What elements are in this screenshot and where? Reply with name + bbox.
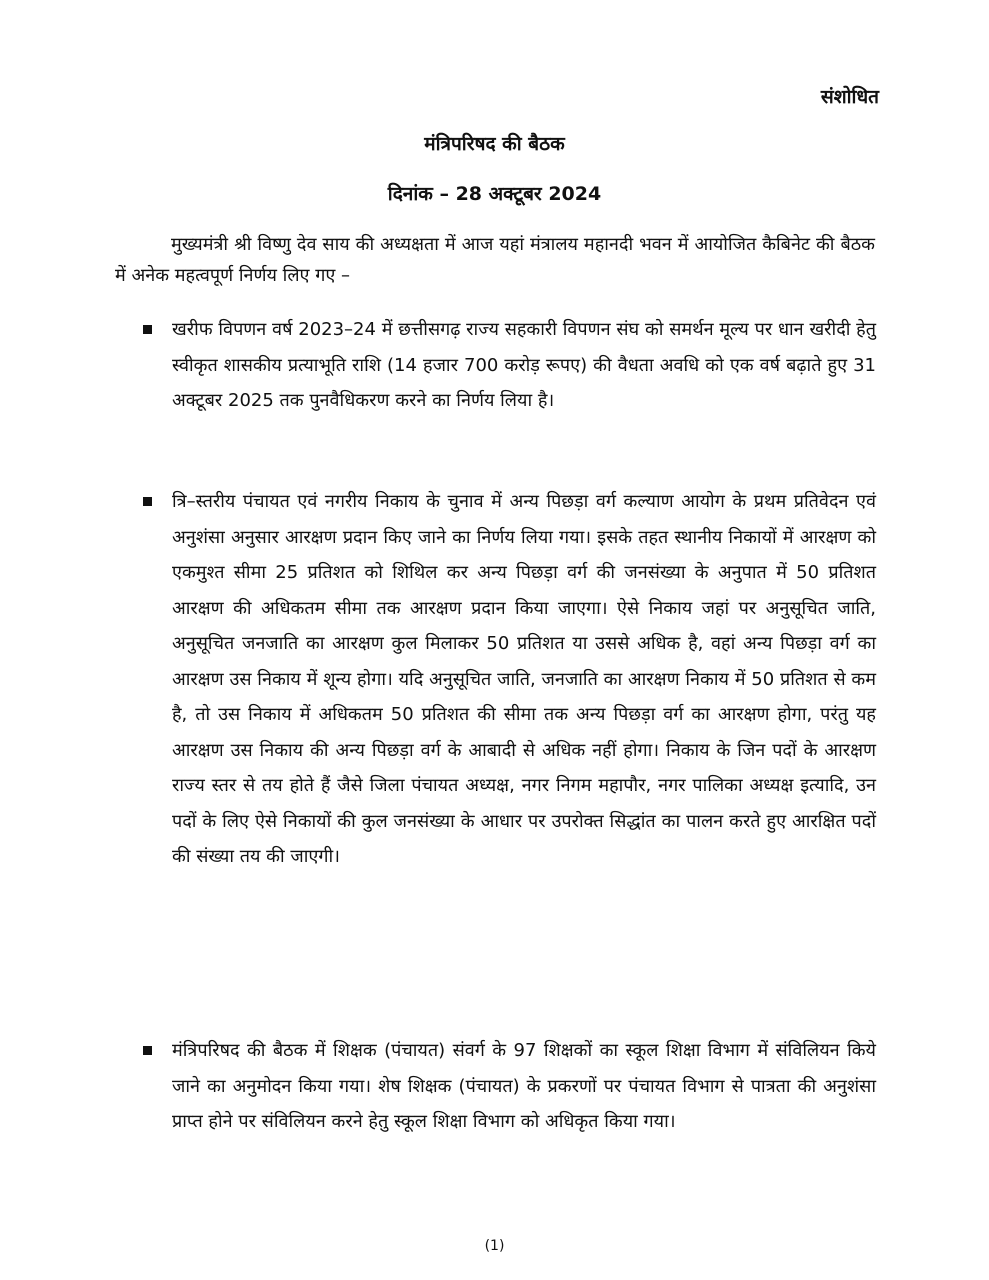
decision-text: मंत्रिपरिषद की बैठक में शिक्षक (पंचायत) संवर्ग के 97 शिक्षकों का स्कूल शिक्षा विभाग में संविलियन किये जाने का अनुमोदन किया गया। शेष शिक्षक (पंचायत) के प्रकरणों पर पंचायत विभाग से पात्रता की अनुशंसा प्राप्त होने पर संविलियन करने हेतु स्कूल शिक्षा विभाग को अधिकृत किया गया।	[172, 1040, 876, 1132]
decision-item	[143, 1033, 876, 1140]
revised-label: संशोधित	[820, 86, 879, 108]
document-title: मंत्रिपरिषद की बैठक	[424, 133, 565, 155]
square-bullet-icon	[143, 325, 152, 334]
intro-paragraph: मुख्यमंत्री श्री विष्णु देव साय की अध्यक्षता में आज यहां मंत्रालय महानदी भवन में आयोजित कैबिनेट की बैठक में अनेक महत्वपूर्ण निर्णय लिए गए –	[115, 234, 875, 286]
square-bullet-icon	[143, 1046, 152, 1055]
decision-item	[143, 484, 876, 875]
document-date: दिनांक – 28 अक्टूबर 2024	[387, 183, 602, 205]
decision-item	[143, 312, 876, 419]
decision-text: त्रि–स्तरीय पंचायत एवं नगरीय निकाय के चुनाव में अन्य पिछड़ा वर्ग कल्याण आयोग के प्रथम प्रतिवेदन एवं अनुशंसा अनुसार आरक्षण प्रदान किए जाने का निर्णय लिया गया। इसके तहत स्थानीय निकायों में आरक्षण को एकमुश्त सीमा 25 प्रतिशत को शिथिल कर अन्य पिछड़ा वर्ग की जनसंख्या के अनुपात में 50 प्रतिशत आरक्षण की अधिकतम सीमा तक आरक्षण प्रदान किया जाएगा। ऐसे निकाय जहां पर अनुसूचित जाति, अनुसूचित जनजाति का आरक्षण कुल मिलाकर 50 प्रतिशत या उससे अधिक है, वहां अन्य पिछड़ा वर्ग का आरक्षण उस निकाय में शून्य होगा। यदि अनुसूचित जाति, जनजाति का आरक्षण निकाय में 50 प्रतिशत से कम है, तो उस निकाय में अधिकतम 50 प्रतिशत की सीमा तक अन्य पिछड़ा वर्ग का आरक्षण होगा, परंतु यह आरक्षण उस निकाय की अन्य पिछड़ा वर्ग के आबादी से अधिक नहीं होगा। निकाय के जिन पदों के आरक्षण राज्य स्तर से तय होते हैं जैसे जिला पंचायत अध्यक्ष, नगर निगम महापौर, नगर पालिका अध्यक्ष इत्यादि, उन पदों के लिए ऐसे निकायों की कुल जनसंख्या के आधार पर उपरोक्त सिद्धांत का पालन करते हुए आरक्षित पदों की संख्या तय की जाएगी।	[172, 491, 876, 867]
page-number: (1)	[484, 1238, 505, 1254]
square-bullet-icon	[143, 497, 152, 506]
decision-text: खरीफ विपणन वर्ष 2023–24 में छत्तीसगढ़ राज्य सहकारी विपणन संघ को समर्थन मूल्य पर धान खरीदी हेतु स्वीकृत शासकीय प्रत्याभूति राशि (14 हजार 700 करोड़ रूपए) की वैधता अवधि को एक वर्ष बढ़ाते हुए 31 अक्टूबर 2025 तक पुनवैधिकरण करने का निर्णय लिया है।	[172, 319, 876, 411]
